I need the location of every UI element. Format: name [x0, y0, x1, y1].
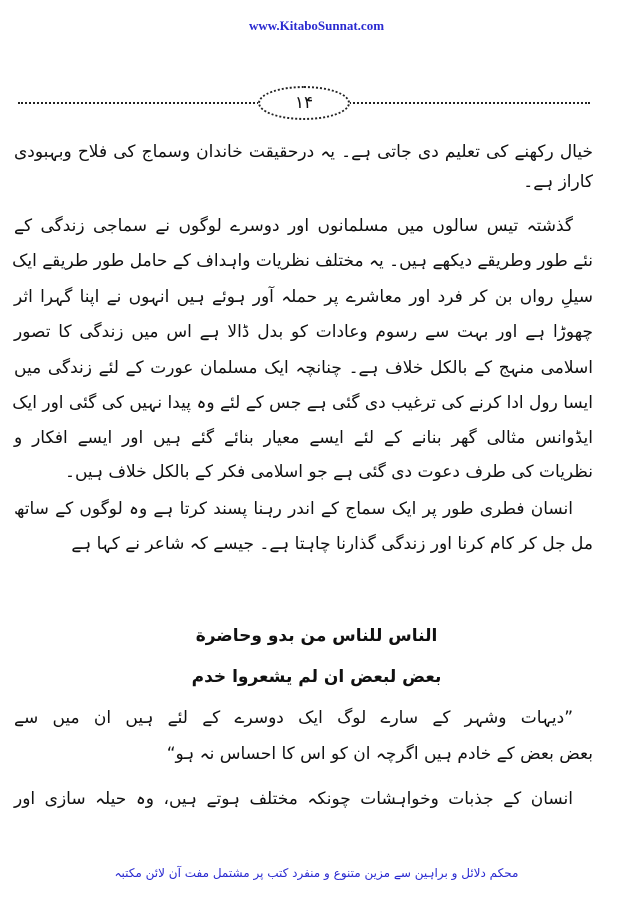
- text-line: کاراز ہے۔: [523, 172, 593, 192]
- text-line: گذشتہ تیس سالوں میں مسلمانوں اور دوسرے لوگوں نے سماجی زندگی کے: [14, 216, 573, 236]
- text-line: انسان کے جذبات وخواہشات چونکہ مختلف ہوتے ہیں، وہ حیلہ سازی اور: [14, 789, 573, 809]
- text-line: اسلامی منہج کے بالکل خلاف ہے۔ چنانچہ ایک مسلمان عورت کے لئے زندگی میں: [14, 358, 593, 378]
- text-line: نظریات کی طرف دعوت دی گئی ہے جو اسلامی فکر کے بالکل خلاف ہیں۔: [65, 462, 593, 482]
- verse-line: بعض لبعض ان لم یشعروا خدم: [191, 667, 442, 687]
- text-line: انسان فطری طور پر ایک سماج کے اندر رہنا پسند کرتا ہے وہ لوگوں کے ساتھ: [14, 499, 573, 519]
- text-line: خیال رکھنے کی تعلیم دی جاتی ہے۔ یہ درحقیقت خاندان وسماج کی فلاح وبہبودی: [14, 142, 593, 162]
- text-line: ایڈوانس مثالی گھر بنانے کے لئے ایسے معیار بنائے گئے ہیں اور ایسے افکار و: [14, 428, 593, 448]
- text-line: ”دیہات وشہر کے سارے لوگ ایک دوسرے کے لئے ہیں ان میں سے: [14, 708, 573, 728]
- text-line: سیلِ رواں بن کر فرد اور معاشرے پر حملہ آور ہوئے ہیں انہوں نے اپنا گہرا اثر: [14, 287, 593, 307]
- text-line: نئے طور وطریقے دیکھے ہیں۔ یہ مختلف نظریات واہداف کے حامل طور طریقے ایک: [12, 251, 593, 271]
- page-number: ۱۴: [258, 86, 350, 120]
- verse-line: الناس للناس من بدو وحاضرة: [195, 626, 438, 646]
- text-line: مل جل کر کام کرنا اور زندگی گذارنا چاہتا ہے۔ جیسے کہ شاعر نے کہا ہے: [71, 534, 593, 554]
- text-line: بعض بعض کے خادم ہیں اگرچہ ان کو اس کا احساس نہ ہو“: [166, 744, 593, 764]
- footer-tagline: محکم دلائل و براہین سے مزین متنوع و منفرد کتب پر مشتمل مفت آن لائن مکتبہ: [114, 866, 519, 880]
- site-url[interactable]: www.KitaboSunnat.com: [248, 18, 385, 33]
- text-line: ایسا رول ادا کرنے کی ترغیب دی گئی ہے جس کے لئے وہ پیدا نہیں کی گئی اور ایک: [12, 393, 593, 413]
- text-line: چھوڑا ہے اور بہت سے رسوم وعادات کو بدل ڈالا ہے اس میں زندگی کا تصور: [14, 322, 593, 342]
